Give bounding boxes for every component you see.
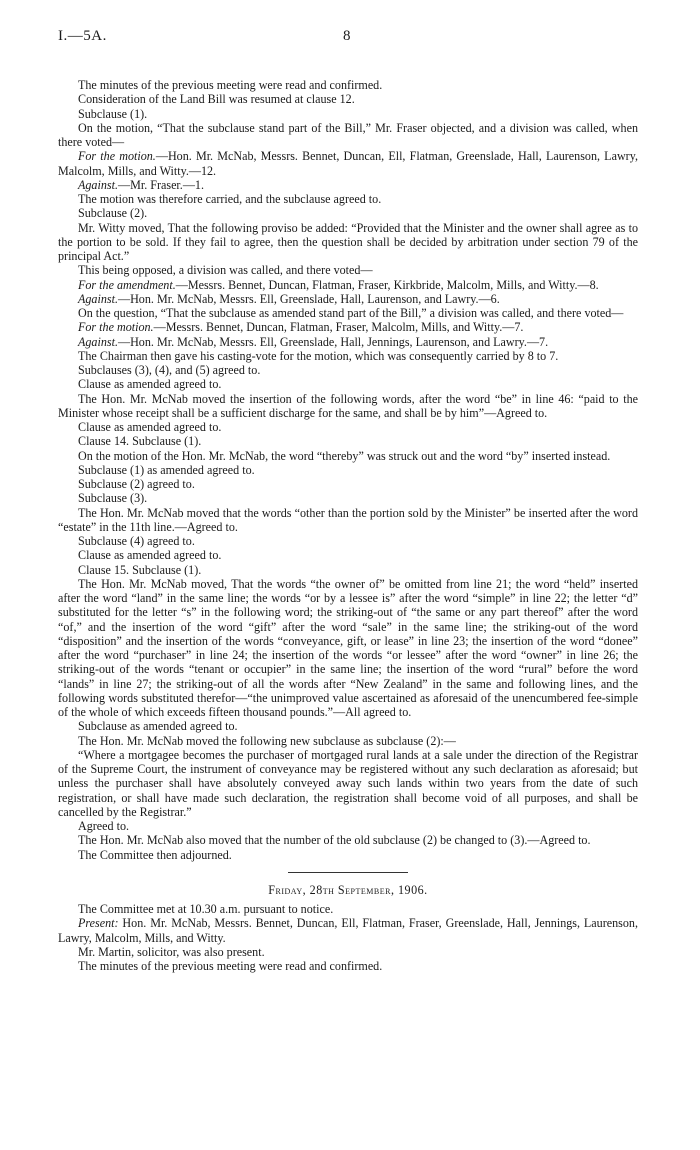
quoted-subclause: “Where a mortgagee becomes the purchaser of mortgaged rural lands at a sale under the direction of the Registrar of the Supreme Court, the instrument of conveyance may be registered without any such declaration as aforesaid; but unless the purchaser shall have absolutely conveyed away such lands within two years from the date of such registration, or shall have made such declaration, the registration shall become void of all purposes, and shall be cancelled by the Registrar.” — [58, 747, 638, 819]
paragraph: Mr. Martin, solicitor, was also present. — [78, 944, 265, 959]
vote-text: —Mr. Fraser.—1. — [117, 177, 204, 192]
vote-text: —Messrs. Bennet, Duncan, Flatman, Fraser, Malcolm, Mills, and Witty.—7. — [153, 320, 524, 335]
paragraph: The Committee then adjourned. — [78, 847, 232, 862]
vote-text: —Hon. Mr. McNab, Messrs. Bennet, Duncan, Ell, Flatman, Greenslade, Hall, Laurenson, Lawry, Malcolm, Mills, and Witty.—12. — [58, 149, 638, 178]
document-reference: I.—5A. — [58, 28, 107, 44]
paragraph: The Chairman then gave his casting-vote for the motion, which was consequently carried by 8 to 7. — [78, 348, 559, 363]
vote-paragraph — [58, 278, 638, 292]
paragraph: Agreed to. — [78, 819, 130, 833]
vote-label: Against. — [78, 291, 118, 306]
section-divider — [288, 872, 408, 873]
vote-paragraph — [58, 335, 638, 349]
vote-text: —Messrs. Bennet, Duncan, Flatman, Fraser, Kirkbride, Malcolm, Mills, and Witty.—8. — [175, 277, 599, 292]
paragraph: Subclause (3). — [78, 491, 148, 506]
paragraph: The Hon. Mr. McNab also moved that the number of the old subclause (2) be changed to (3).—Agreed to. — [78, 833, 591, 848]
vote-label: For the motion. — [78, 149, 156, 164]
paragraph: Clause 14. Subclause (1). — [78, 434, 202, 449]
vote-paragraph — [58, 292, 638, 306]
vote-label: For the motion. — [78, 320, 154, 335]
paragraph: Mr. Witty moved, That the following proviso be added: “Provided that the Minister and the owner shall agree as to the portion to be sold. If they fail to agree, then the question shall be decided by arbitration under section 79 of the principal Act.” — [58, 220, 638, 263]
paragraph: On the motion, “That the subclause stand part of the Bill,” Mr. Fraser objected, and a division was called, when there voted— — [58, 120, 638, 149]
paragraph: This being opposed, a division was called, and there voted— — [78, 263, 373, 278]
paragraph: Subclause as amended agreed to. — [78, 719, 238, 734]
paragraph: On the question, “That the subclause as amended stand part of the Bill,” a division was called, and there voted— — [78, 306, 624, 320]
paragraph: Clause 15. Subclause (1). — [78, 562, 202, 577]
paragraph: The Hon. Mr. McNab moved that the words “other than the portion sold by the Minister” be inserted after the word “estate” in the 11th line.—Agreed to. — [58, 505, 638, 534]
paragraph: The Hon. Mr. McNab moved the following new subclause as subclause (2):— — [78, 733, 456, 748]
paragraph: The Hon. Mr. McNab moved, That the words “the owner of” be omitted from line 21; the word “held” inserted after the word “land” in the same line; the words “or by a lessee is” after the word “simple” in line 22; the letter “d” substituted for the letter “s” in the following word; the striking-out of “the same or any part thereof” after the word “of,” and the insertion of the word “gift” after the word “sale” in the same line; the striking-out of the word “disposition” and the insertion of the words “conveyance, gift, or lease” in line 23; the insertion of the word “donee” after the word “purchaser” in line 24; the insertion of the words “or lessee” after the word “owner” in line 26; the striking-out of the words “tenant or occupier” in the same line; the insertion of the word “rural” before the word “lands” in line 27; the striking-out of all the words after “New Zealand” in the same and following lines, and the following words substituted therefor—“the unimproved value ascertained as aforesaid of the unencumbered fee-simple of the whole of which exceeds fifteen thousand pounds.”—All agreed to. — [58, 576, 638, 719]
paragraph: Subclause (1) as amended agreed to. — [78, 462, 255, 477]
paragraph: Clause as amended agreed to. — [78, 548, 222, 563]
date-heading: Friday, 28th September, 1906. — [268, 882, 428, 897]
paragraph: The motion was therefore carried, and the subclause agreed to. — [78, 192, 382, 206]
page-number: 8 — [343, 28, 351, 44]
vote-label: Against. — [78, 177, 118, 192]
vote-text: —Hon. Mr. McNab, Messrs. Ell, Greenslade, Hall, Jennings, Laurenson, and Lawry.—7. — [117, 334, 549, 349]
minutes-body — [58, 78, 638, 973]
vote-paragraph — [58, 149, 638, 178]
vote-paragraph — [58, 320, 638, 334]
paragraph: The Hon. Mr. McNab moved the insertion of the following words, after the word “be” in line 46: “paid to the Minister whose receipt shall be a sufficient discharge for the same, and shall be by him”—Agreed to. — [58, 391, 638, 420]
paragraph: Clause as amended agreed to. — [78, 377, 222, 392]
vote-label: For the amendment. — [78, 277, 176, 292]
paragraph: Consideration of the Land Bill was resumed at clause 12. — [78, 92, 355, 107]
paragraph: The Committee met at 10.30 a.m. pursuant to notice. — [78, 902, 334, 916]
paragraph: The minutes of the previous meeting were read and confirmed. — [78, 78, 383, 92]
present-label: Present: — [78, 916, 119, 931]
present-paragraph — [58, 916, 638, 945]
paragraph: Subclause (1). — [78, 106, 148, 121]
paragraph: Subclause (2). — [78, 206, 148, 221]
paragraph: Subclause (2) agreed to. — [78, 477, 195, 491]
paragraph: The minutes of the previous meeting were read and confirmed. — [78, 959, 383, 973]
paragraph: On the motion of the Hon. Mr. McNab, the word “thereby” was struck out and the word “by” inserted instead. — [78, 448, 611, 463]
vote-paragraph — [58, 178, 638, 192]
vote-text: —Hon. Mr. McNab, Messrs. Ell, Greenslade, Hall, Laurenson, and Lawry.—6. — [117, 291, 500, 306]
paragraph: Subclause (4) agreed to. — [78, 534, 195, 548]
paragraph: Subclauses (3), (4), and (5) agreed to. — [78, 363, 261, 377]
present-text: Hon. Mr. McNab, Messrs. Bennet, Duncan, Ell, Flatman, Fraser, Greenslade, Hall, Jennings, Laurenson, Lawry, Malcolm, Mills, and Witty. — [58, 916, 638, 945]
paragraph: Clause as amended agreed to. — [78, 420, 222, 434]
vote-label: Against. — [78, 334, 118, 349]
